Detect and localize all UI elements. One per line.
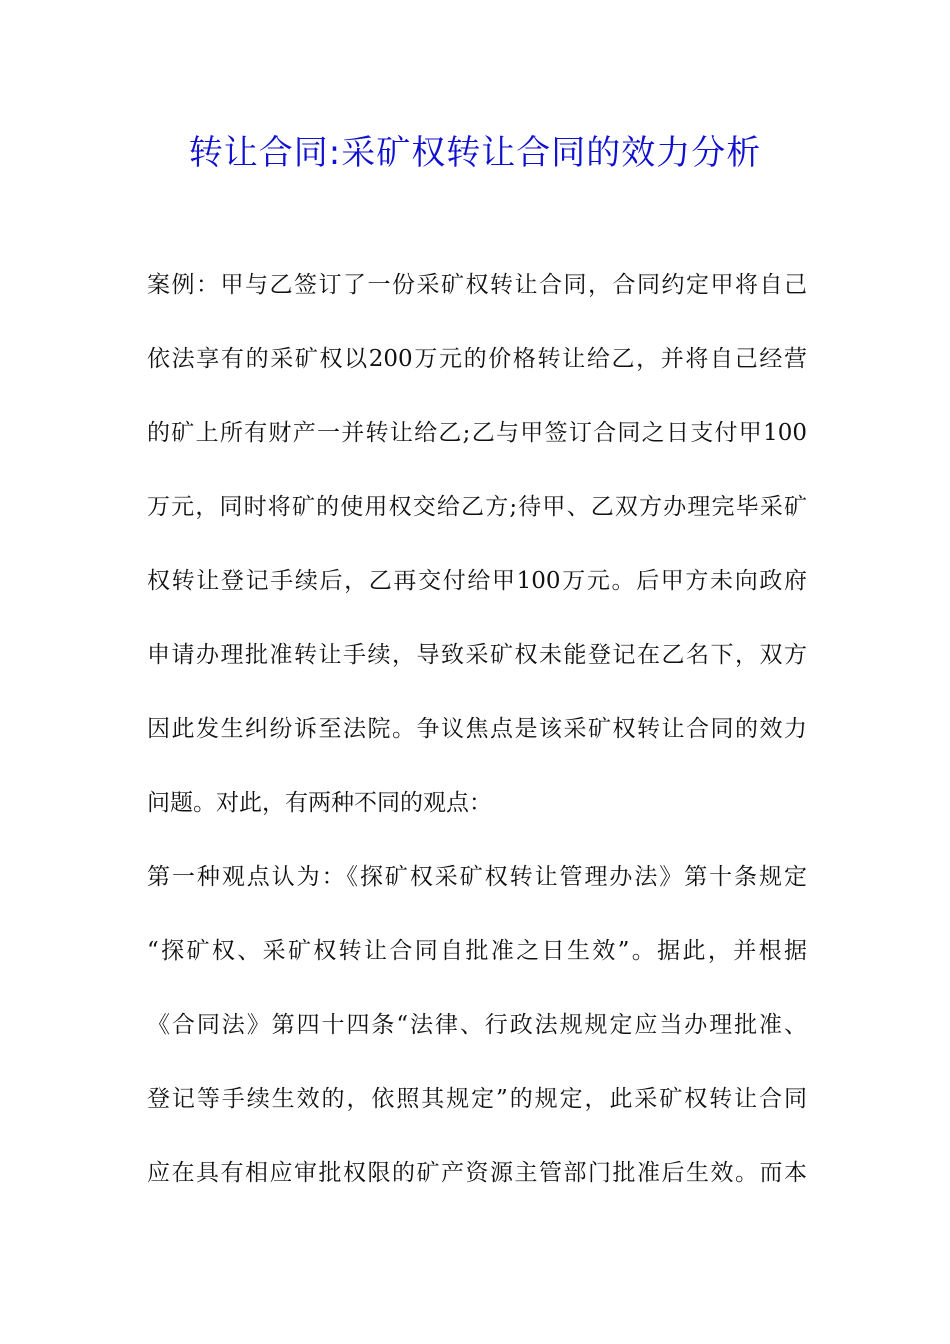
paragraph-line: 申请办理批准转让手续，导致采矿权未能登记在乙名下，双方	[147, 642, 807, 668]
paragraph-line: 问题。对此，有两种不同的观点：	[147, 790, 492, 816]
paragraph-line: 因此发生纠纷诉至法院。争议焦点是该采矿权转让合同的效力	[147, 716, 807, 742]
paragraph-line: 权转让登记手续后，乙再交付给甲100万元。后甲方未向政府	[147, 568, 807, 594]
paragraph-line: 应在具有相应审批权限的矿产资源主管部门批准后生效。而本	[147, 1160, 807, 1186]
paragraph-line: “探矿权、采矿权转让合同自批准之日生效”。据此，并根据	[147, 938, 807, 964]
document-body	[147, 262, 807, 1224]
paragraph-line: 万元，同时将矿的使用权交给乙方;待甲、乙双方办理完毕采矿	[147, 494, 807, 520]
paragraph-line: 《合同法》第四十四条“法律、行政法规规定应当办理批准、	[147, 1012, 807, 1038]
paragraph-line: 案例：甲与乙签订了一份采矿权转让合同，合同约定甲将自己	[147, 272, 807, 298]
paragraph-line: 登记等手续生效的，依照其规定”的规定，此采矿权转让合同	[147, 1086, 807, 1112]
paragraph-line: 依法享有的采矿权以200万元的价格转让给乙，并将自己经营	[147, 346, 807, 372]
paragraph-line: 第一种观点认为：《探矿权采矿权转让管理办法》第十条规定	[147, 864, 807, 890]
paragraph-line: 的矿上所有财产一并转让给乙;乙与甲签订合同之日支付甲100	[147, 420, 807, 446]
document-title: 转让合同:采矿权转让合同的效力分析	[188, 133, 762, 173]
